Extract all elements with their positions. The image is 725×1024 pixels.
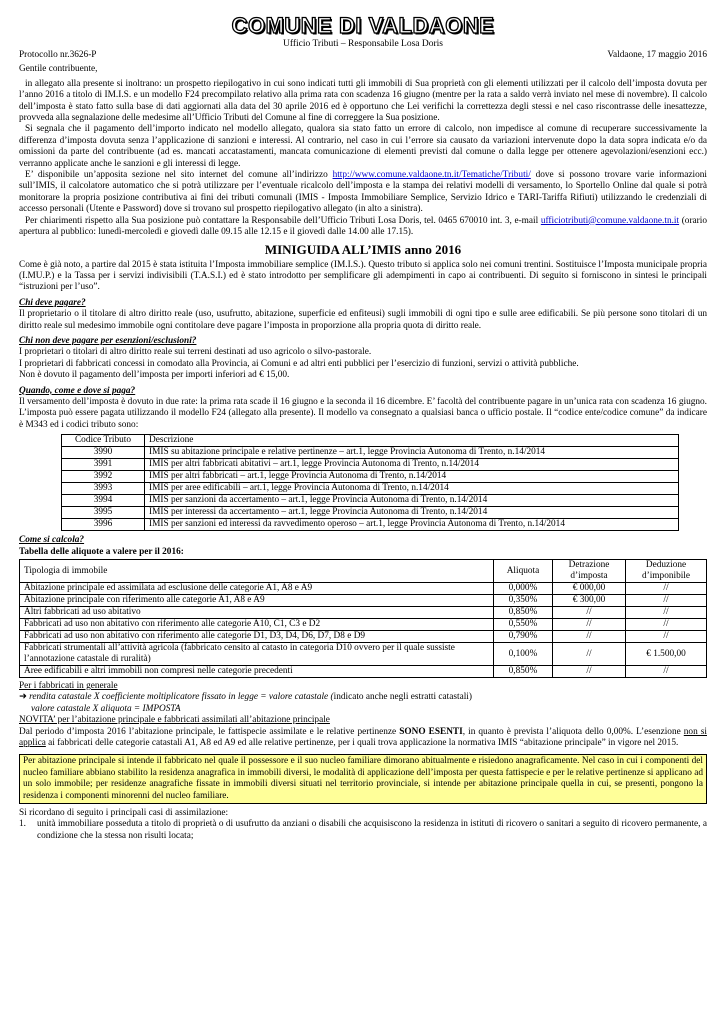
rate-value: 0,000% [494,583,553,595]
property-type: Abitazione principale con riferimento alle categorie A1, A8 e A9 [20,595,494,607]
property-type: Altri fabbricati ad uso abitativo [20,607,494,619]
intro-p4-text: Per chiarimenti rispetto alla Sua posizione può contattare la Responsabile dell’Ufficio Tributi Losa Doris, tel. 0465 670010 int. 3, e-mail [25,215,541,226]
tax-code-description: IMIS per altri fabbricati abitativi – art.1, legge Provincia Autonoma di Trento, n.14/2014 [145,459,679,471]
column-header: Deduzione d’imponibile [626,560,707,583]
intro-paragraph-3 [19,170,707,216]
property-type: Fabbricati ad uso non abitativo con riferimento alle categorie A10, C1, C3 e D2 [20,619,494,631]
tax-code: 3992 [62,471,145,483]
page-title: COMUNE DI VALDAONE [231,13,495,38]
when-heading: Quando, come e dove si paga? [19,385,136,396]
formula-line-1 [19,692,707,703]
deduction-value: € 000,00 [553,583,626,595]
formula-heading: Per i fabbricati in generale [19,681,118,691]
highlight-text: Per abitazione principale si intende il fabbricato nel quale il possessore e il suo nucleo familiare dimorano abitualmente e risiedono anagraficamente. Nel caso in cui i componenti del nucleo familiare abbiano stabilito la residenza anagrafica in immobili diversi, le modalità di applicazione dell’imposta per questa fattispecie e per le relative pertinenze si applicano ad un solo immobile; per residenze anagrafiche fissate in immobili diversi situati nel territorio provinciale, si intende per abitazione principale quella in cui, se presenti, pongono la residenza i componenti minorenni del nucleo familiare. [23,756,703,801]
table-row [62,447,679,459]
table-row [62,471,679,483]
document-page [19,14,707,842]
formula-italic-text: rendita catastale X coefficiente moltiplicatore fissato in legge = valore catastale ( [29,692,334,703]
column-header: Descrizione [145,435,679,447]
protocol-number: Protocollo nr.3626-P [19,50,97,60]
tax-code-description: IMIS per interessi da accertamento – art.1, legge Provincia Autonoma di Trento, n.14/2014 [145,507,679,519]
deduction-value: // [553,607,626,619]
table-row [62,507,679,519]
taxable-deduction-value: // [626,666,707,678]
rate-value: 0,850% [494,666,553,678]
table-row [20,666,707,678]
when-text: Il versamento dell’imposta è dovuto in due rate: la prima rata scade il 16 giugno e la seconda il 16 dicembre. E’ facoltà del contribuente pagare in un’unica rata con scadenza 16 giugno. L’imposta può essere pagata utilizzando il modello F24 (allegato alla presente). Il modello va consegnato a qualsiasi banca o ufficio postale. Il “codice ente/codice comune” da indicare è M343 ed i codici tributo sono: [19,396,707,430]
arrow-right-icon: ➜ [19,692,30,703]
tax-code-description: IMIS per sanzioni da accertamento – art.1, legge Provincia Autonoma di Trento, n.14/2014 [145,495,679,507]
table-row [62,495,679,507]
novita-text: Dal periodo d’imposta 2016 l’abitazione principale, le fattispecie assimilate e le relative pertinenze [19,726,400,737]
exempt-line-2: I proprietari di fabbricati concessi in comodato alla Provincia, ai Comuni e ad altri enti pubblici per l’esercizio di funzioni, servizi o attività pubbliche. [19,358,579,369]
column-header: Tipologia di immobile [20,560,494,583]
tax-code: 3995 [62,507,145,519]
guide-title: MINIGUIDA ALL’IMIS anno 2016 [264,241,462,257]
formula-note: indicato anche negli estratti catastali) [333,692,472,703]
protocol-row [19,50,707,61]
table-row [20,631,707,643]
rate-value: 0,850% [494,607,553,619]
tax-code-description: IMIS per sanzioni ed interessi da ravvedimento operoso – art.1, legge Provincia Autonoma di Trento, n.14/2014 [145,519,679,531]
table-row [62,519,679,531]
intro-p3-text-end: dove si possono trovare varie informazioni sull’IMIS, il calcolatore automatico che si potrà utilizzare per l’eventuale ricalcolo dell’imposta e la stampa dei relativi modelli di versamento, lo Sportello Online dal quale si potrà monitorare la propria posizione contributiva ai fini dei tributi comunali (IMIS - Imposta Immobiliare Semplice, Servizio Idrico e TARI-Tariffa Rifiuti) utilizzando le credenziali di accesso personali (Utente e Password) dove si trovano sul prospetto riepilogativo allegato (in alto a sinistra). [19,170,707,215]
exempt-heading: Chi non deve pagare per esenzioni/esclusioni? [19,335,197,346]
who-pays-text: Il proprietario o il titolare di altro diritto reale (uso, usufrutto, abitazione, superficie ed enfiteusi) sugli immobili di ogni tipo e sulle aree edificabili. Se più persone sono titolari di un diritto reale sul medesimo immobile ogni contitolare deve pagare l’imposta in proporzione alla propria quota di diritto reale. [19,309,707,331]
intro-paragraph-1: in allegato alla presente si inoltrano: un prospetto riepilogativo in cui sono indicati tutti gli immobili di Sua proprietà con gli elementi utilizzati per il calcolo dell’imposta dovuta per l’anno 2016 a titolo di IM.I.S. e un modello F24 precompilato relativo alla prima rata con scadenza 16 giugno (mentre per la rata a saldo verrà inviato nel mese di novembre). Il calcolo dell’imposta è stato fatto sulla base di dati aggiornati alla data del 30 aprile 2016 ed è opportuno che Lei verifichi la correttezza degli stessi e nel caso riscontrasse delle inesattezze, provveda alla segnalazione delle medesime all’Ufficio Tributi del Comune al fine di correggere la Sua posizione. [19,78,707,124]
table-row [20,607,707,619]
tax-code: 3996 [62,519,145,531]
property-type: Aree edificabili e altri immobili non compresi nelle categorie precedenti [20,666,494,678]
novita-text-end: ai fabbricati delle categorie catastali A1, A8 ed A9 ed alle relative pertinenze, per i quali trova applicazione la normativa IMIS “abitazione principale” in vigore nel 2015. [45,738,679,749]
table-header-row [62,435,679,447]
column-header: Codice Tributo [62,435,145,447]
taxable-deduction-value: // [626,631,707,643]
novita-text-mid: , in quanto è prevista l’aliquota dello 0,00%. L’esenzione [462,726,684,737]
deduction-value: // [553,666,626,678]
intro-paragraph-2: Si segnala che il pagamento dell’importo indicato nel modello allegato, qualora sia stato fatto un errore di calcolo, non impedisce al comune di recuperare successivamente la differenza d’imposta dovuta senza l’applicazione di sanzioni e interessi. Al contrario, nel caso in cui l’errore sia causato da variazioni intervenute dopo la data sopra indicata e/o da omissioni da parte del contribuente (ad es. mancati accatastamenti, mancata comunicazione di elementi previsti dal comune o dalla legge per ottenere agevolazioni/esenzioni ecc.) verranno applicate anche le sanzioni e gli interessi di legge. [19,124,707,169]
list-item [19,819,707,842]
exempt-line-3: Non è dovuto il pagamento dell’imposta per importi inferiori ad € 15,00. [19,370,290,381]
formula-line-2: valore catastale X aliquota = IMPOSTA [31,703,181,714]
tax-code: 3993 [62,483,145,495]
tributi-website-link[interactable]: http://www.comune.valdaone.tn.it/Tematiche/Tributi/ [332,170,531,181]
rate-value: 0,790% [494,631,553,643]
taxable-deduction-value: € 1.500,00 [626,643,707,666]
place-date: Valdaone, 17 maggio 2016 [607,50,707,60]
tax-code-description: IMIS su abitazione principale e relative pertinenze – art.1, legge Provincia Autonoma di Trento, n.14/2014 [145,447,679,459]
tax-code: 3991 [62,459,145,471]
taxable-deduction-value: // [626,595,707,607]
deduction-value: // [553,619,626,631]
rate-value: 0,350% [494,595,553,607]
assimilation-intro: Si ricordano di seguito i principali casi di assimilazione: [19,808,229,819]
exempt-line-1: I proprietari o titolari di altro diritto reale sui terreni destinati ad uso agricolo o silvo-pastorale. [19,347,372,358]
calc-heading: Come si calcola? [19,535,85,546]
deduction-value: // [553,631,626,643]
list-number: 1. [19,819,26,830]
column-header: Detrazione d’imposta [553,560,626,583]
table-row [20,643,707,666]
tax-codes-table [61,434,679,531]
intro-p3-text: E’ disponibile un’apposita sezione nel sito internet del comune all’indirizzo [25,170,333,181]
highlight-box [19,754,707,804]
guide-intro: Come è già noto, a partire dal 2015 è stata istituita l’Imposta immobiliare semplice (IM.I.S.). Questo tributo si applica solo nei comuni trentini. Sostituisce l’Imposta municipale propria (I.MU.P.) e la Tassa per i servizi indivisibili (T.A.S.I.) ed è stato introdotto per semplificare gli adempimenti in capo ai contribuenti. Di seguito si forniscono in sintesi le principali “istruzioni per l’uso”. [19,259,707,293]
tax-code-description: IMIS per aree edificabili – art.1, legge Provincia Autonoma di Trento, n.14/2014 [145,483,679,495]
taxable-deduction-value: // [626,619,707,631]
intro-paragraph-4 [19,216,707,239]
list-text: unità immobiliare posseduta a titolo di proprietà o di usufrutto da anziani o disabili che acquisiscono la residenza in istituti di ricovero o sanitari a seguito di ricovero permanente, a condizione che la stessa non risulti locata; [37,819,707,841]
office-subtitle: Ufficio Tributi – Responsabile Losa Doris [282,39,443,49]
rates-table-title: Tabella delle aliquote a valere per il 2016: [19,546,184,557]
greeting: Gentile contribuente, [19,64,98,75]
office-email-link[interactable]: ufficiotributi@comune.valdaone.tn.it [540,215,680,226]
tax-code-description: IMIS per altri fabbricati – art.1, legge Provincia Autonoma di Trento, n.14/2014 [145,471,679,483]
table-row [20,619,707,631]
deduction-value: € 300,00 [553,595,626,607]
table-row [62,483,679,495]
table-row [20,595,707,607]
taxable-deduction-value: // [626,583,707,595]
who-pays-heading: Chi deve pagare? [19,297,86,308]
rate-value: 0,100% [494,643,553,666]
rate-value: 0,550% [494,619,553,631]
property-type: Fabbricati ad uso non abitativo con riferimento alle categorie D1, D3, D4, D6, D7, D8 e D9 [20,631,494,643]
rates-table [19,559,707,678]
taxable-deduction-value: // [626,607,707,619]
novita-bold: SONO ESENTI [399,726,463,737]
tax-code: 3990 [62,447,145,459]
property-type: Abitazione principale ed assimilata ad esclusione delle categorie A1, A8 e A9 [20,583,494,595]
novita-heading: NOVITA’ per l’abitazione principale e fabbricati assimilati all’abitazione principale [19,715,330,726]
table-row [20,583,707,595]
tax-code: 3994 [62,495,145,507]
deduction-value: // [553,643,626,666]
novita-underline: non si applica [19,726,707,749]
novita-paragraph [19,727,707,750]
column-header: Aliquota [494,560,553,583]
property-type: Fabbricati strumentali all’attività agricola (fabbricato censito al catasto in categoria D10 ovvero per il quale sussiste l’annotazione catastale di ruralità) [20,643,494,666]
table-header-row [20,560,707,583]
table-row [62,459,679,471]
intro-p4-text-end: (orario apertura al pubblico: lunedì-mercoledì e giovedì dalle 09.15 alle 12.15 e il giovedì dalle 14.00 alle 17.15). [19,215,708,238]
